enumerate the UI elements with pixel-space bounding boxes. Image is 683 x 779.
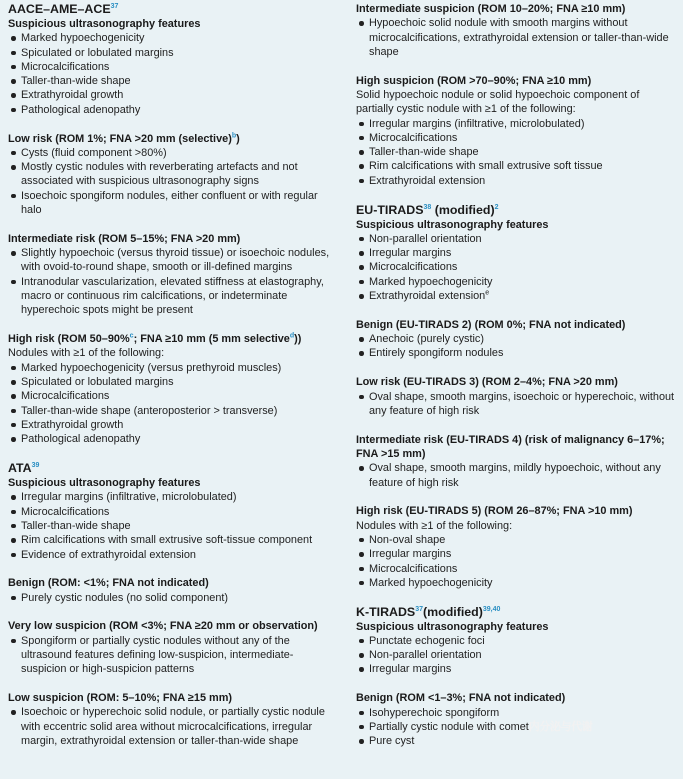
list-item: Non-oval shape	[356, 533, 678, 547]
list-item: Isohyperechoic spongiform	[356, 706, 678, 720]
ata-features-list	[8, 490, 334, 561]
list-item: Isoechoic spongiform nodules, either confluent or with regular halo	[8, 189, 334, 218]
aace-high-intro: Nodules with ≥1 of the following:	[8, 347, 165, 360]
list-item: Irregular margins	[356, 662, 678, 676]
list-item: Taller-than-wide shape	[8, 519, 334, 533]
ata-very-low-heading: Very low suspicion (ROM <3%; FNA ≥20 mm or observation)	[8, 620, 318, 633]
list-item: Pathological adenopathy	[8, 432, 334, 446]
eu-intermediate	[356, 433, 678, 490]
list-item: Isoechoic or hyperechoic solid nodule, or partially cystic nodule with eccentric solid area without microcalcifications, irregular margin, extrathyroidal extension or taller-than-wide shape	[8, 705, 334, 748]
list-item: Microcalcifications	[8, 505, 334, 519]
list-item: Pathological adenopathy	[8, 103, 334, 117]
ata-features-heading: Suspicious ultrasonography features	[8, 477, 201, 490]
list-item: Microcalcifications	[8, 60, 334, 74]
k-features-list	[356, 634, 678, 677]
eu-low	[356, 375, 678, 418]
right-column	[356, 2, 678, 748]
aace-features-list	[8, 31, 334, 117]
ata-high	[356, 74, 678, 188]
eu-high-heading: High risk (EU-TIRADS 5) (ROM 26–87%; FNA >10 mm)	[356, 505, 633, 518]
list-item: Microcalcifications	[356, 260, 678, 274]
list-item: Partially cystic nodule with comet内分泌与代谢	[356, 720, 678, 734]
eu-intermediate-heading: Intermediate risk (EU-TIRADS 4) (risk of malignancy 6–17%; FNA >15 mm)	[356, 433, 665, 460]
list-item: Evidence of extrathyroidal extension	[8, 548, 334, 562]
list-item: Irregular margins (infiltrative, microlobulated)	[356, 117, 678, 131]
ata-high-intro: Solid hypoechoic nodule or solid hypoechoic component of partially cystic nodule with ≥1 of the following:	[356, 88, 640, 116]
eu-title: EU-TIRADS$^{38}$ (modified)$^2$	[356, 202, 499, 217]
list-item: Slightly hypoechoic (versus thyroid tissue) or isoechoic nodules, with ovoid-to-round shape, smooth or ill-defined margins	[8, 246, 334, 275]
list-item: Spiculated or lobulated margins	[8, 46, 334, 60]
k-tirads-section	[356, 605, 678, 749]
ata-title: ATA$^{39}$	[8, 461, 40, 476]
aace-high-risk	[8, 332, 334, 446]
watermark-overlay: 内分泌与代谢	[528, 720, 593, 733]
list-item: Oval shape, smooth margins, mildly hypoechoic, without any feature of high risk	[356, 461, 678, 490]
list-item: Entirely spongiform nodules	[356, 346, 678, 360]
list-item: Spiculated or lobulated margins	[8, 375, 334, 389]
ata-low	[8, 691, 334, 748]
list-item: Taller-than-wide shape (anteroposterior > transverse)	[8, 404, 334, 418]
list-item: Taller-than-wide shape	[8, 74, 334, 88]
list-item: Pure cyst	[356, 734, 678, 748]
aace-section	[8, 2, 334, 447]
eu-benign	[356, 318, 678, 361]
k-benign-heading: Benign (ROM <1–3%; FNA not indicated)	[356, 692, 566, 705]
eu-high-intro: Nodules with ≥1 of the following:	[356, 519, 513, 532]
k-title: K-TIRADS$^{37}$(modified)$^{39,40}$	[356, 604, 501, 619]
list-item: Intranodular vascularization, elevated stiffness at elastography, macro or continuous rim calcifications, or indeterminate hyperechoic spots might be present	[8, 275, 334, 318]
aace-features-heading: Suspicious ultrasonography features	[8, 18, 201, 30]
ata-low-heading: Low suspicion (ROM: 5–10%; FNA ≥15 mm)	[8, 692, 233, 705]
ata-intermediate	[356, 2, 678, 59]
list-item: Microcalcifications	[356, 562, 678, 576]
aace-low-heading: Low risk (ROM 1%; FNA >20 mm (selective)$^b$)	[8, 131, 240, 145]
list-item: Anechoic (purely cystic)	[356, 332, 678, 346]
list-item: Extrathyroidal extension$^e$	[356, 289, 678, 303]
k-features-heading: Suspicious ultrasonography features	[356, 620, 549, 633]
aace-intermediate-heading: Intermediate risk (ROM 5–15%; FNA >20 mm)	[8, 232, 241, 245]
k-benign	[356, 691, 678, 748]
aace-title: AACE–AME–ACE$^{37}$	[8, 2, 119, 16]
ata-very-low	[8, 619, 334, 676]
list-item: Extrathyroidal growth	[8, 418, 334, 432]
eu-high	[356, 504, 678, 590]
list-item: Taller-than-wide shape	[356, 145, 678, 159]
list-item: Marked hypoechogenicity	[356, 576, 678, 590]
list-item: Cysts (fluid component >80%)	[8, 146, 334, 160]
aace-high-heading: High risk (ROM 50–90%$^c$; FNA ≥10 mm (5 mm selective$^d$))	[8, 332, 302, 346]
aace-intermediate-risk	[8, 232, 334, 318]
ata-benign	[8, 576, 334, 605]
ata-benign-heading: Benign (ROM: <1%; FNA not indicated)	[8, 577, 209, 590]
eu-benign-heading: Benign (EU-TIRADS 2) (ROM 0%; FNA not indicated)	[356, 318, 626, 331]
list-item: Hypoechoic solid nodule with smooth margins without microcalcifications, extrathyroidal extension or taller-than-wide shape	[356, 16, 678, 59]
list-item: Purely cystic nodules (no solid component)	[8, 591, 334, 605]
eu-low-heading: Low risk (EU-TIRADS 3) (ROM 2–4%; FNA >20 mm)	[356, 376, 618, 389]
ata-intermediate-heading: Intermediate suspicion (ROM 10–20%; FNA ≥10 mm)	[356, 3, 626, 15]
list-item: Irregular margins	[356, 246, 678, 260]
list-item: Extrathyroidal growth	[8, 88, 334, 102]
list-item: Extrathyroidal extension	[356, 174, 678, 188]
list-item: Marked hypoechogenicity	[8, 31, 334, 45]
eu-features-heading: Suspicious ultrasonography features	[356, 218, 549, 231]
list-item: Non-parallel orientation	[356, 232, 678, 246]
list-item: Marked hypoechogenicity	[356, 275, 678, 289]
list-item: Microcalcifications	[8, 389, 334, 403]
list-item: Spongiform or partially cystic nodules without any of the ultrasound features defining low-suspicion, intermediate-suspicion or high-suspicion patterns	[8, 634, 334, 677]
list-item: Irregular margins (infiltrative, microlobulated)	[8, 490, 334, 504]
list-item: Non-parallel orientation	[356, 648, 678, 662]
list-item: Microcalcifications	[356, 131, 678, 145]
list-item: Punctate echogenic foci	[356, 634, 678, 648]
list-item: Mostly cystic nodules with reverberating artefacts and not associated with suspicious ultrasonography signs	[8, 160, 334, 189]
aace-low-risk	[8, 132, 334, 218]
list-item: Irregular margins	[356, 547, 678, 561]
list-item: Oval shape, smooth margins, isoechoic or hyperechoic, without any feature of high risk	[356, 390, 678, 419]
ata-high-heading: High suspicion (ROM >70–90%; FNA ≥10 mm)	[356, 74, 592, 87]
list-item: Marked hypoechogenicity (versus prethyroid muscles)	[8, 361, 334, 375]
list-item: Rim calcifications with small extrusive soft tissue	[356, 159, 678, 173]
left-column	[8, 2, 334, 748]
eu-features-list	[356, 232, 678, 303]
list-item: Rim calcifications with small extrusive soft-tissue component	[8, 533, 334, 547]
eu-tirads-section	[356, 203, 678, 591]
ata-section	[8, 461, 334, 748]
